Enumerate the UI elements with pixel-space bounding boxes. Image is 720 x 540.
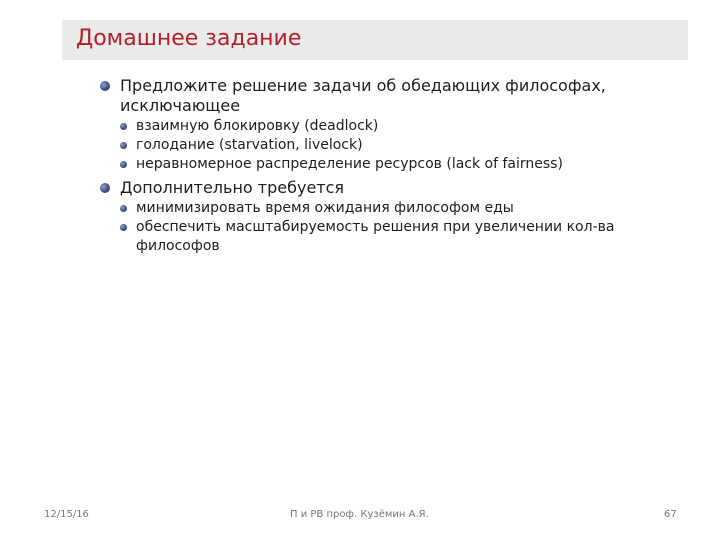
sublist-item-text: минимизировать время ожидания философом еды (136, 200, 514, 216)
sublist-item-text: голодание (starvation, livelock) (136, 137, 363, 153)
list-item-text: Предложите решение задачи об обедающих философах, исключающее (120, 76, 606, 115)
sublist-item (120, 218, 700, 256)
sublist-item (120, 136, 700, 155)
bullet-icon (100, 183, 110, 193)
sub-bullet-icon (120, 123, 127, 130)
sub-bullet-icon (120, 161, 127, 168)
list-item (100, 76, 700, 174)
list-item-text: Дополнительно требуется (120, 178, 345, 197)
sublist-item (120, 117, 700, 136)
sublist (120, 199, 700, 256)
sub-bullet-icon (120, 224, 127, 231)
sublist-item (120, 155, 700, 174)
slide-title: Домашнее задание (76, 26, 302, 51)
sublist-item-text: взаимную блокировку (deadlock) (136, 118, 379, 134)
sublist-item-text: неравномерное распределение ресурсов (lack of fairness) (136, 156, 563, 172)
list-item (100, 178, 700, 256)
footer-author: П и РВ проф. Кузёмин А.Я. (290, 509, 429, 520)
sublist-item (120, 199, 700, 218)
bullet-icon (100, 81, 110, 91)
slide-content (100, 76, 700, 256)
sublist-item-text: обеспечить масштабируемость решения при увеличении кол-ва философов (136, 219, 615, 254)
sub-bullet-icon (120, 205, 127, 212)
page-number: 67 (664, 509, 677, 520)
sublist (120, 117, 700, 174)
title-bar (62, 20, 688, 60)
footer-date: 12/15/16 (44, 509, 89, 520)
sub-bullet-icon (120, 142, 127, 149)
